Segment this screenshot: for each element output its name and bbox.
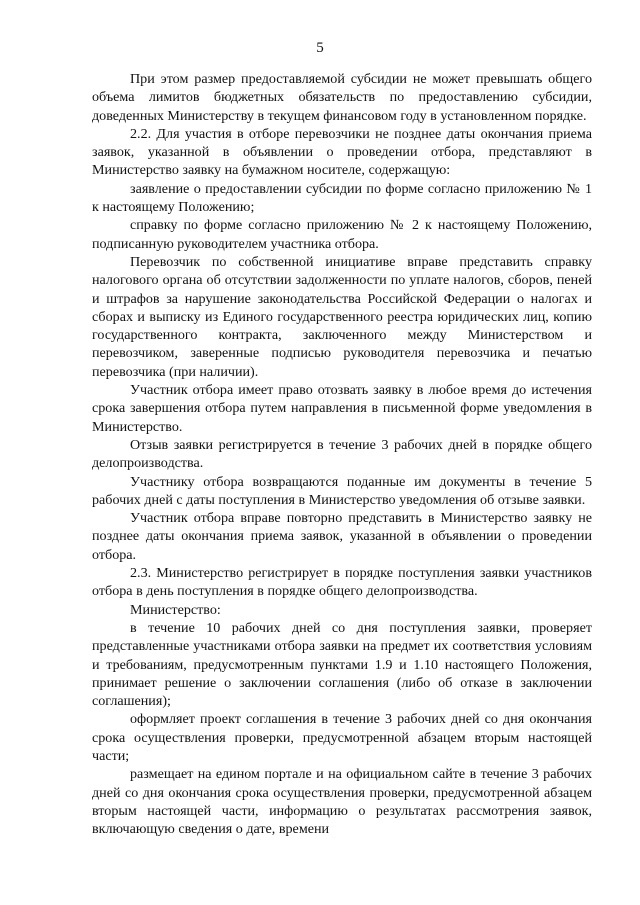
paragraph: Перевозчик по собственной инициативе вправе представить справку налогового органа об отсутствии задолженности по уплате налогов, сборов, пеней и штрафов за нарушение законодательства Российской Федерации о налогах и сборах и выписку из Единого государственного реестра юридических лиц, копию государственного контракта, заключенного между Министерством и перевозчиком, заверенные подписью руководителя перевозчика и печатью перевозчика (при наличии). <box>92 253 592 380</box>
paragraph: размещает на едином портале и на официальном сайте в течение 3 рабочих дней со дня окончания срока осуществления проверки, предусмотренной абзацем вторым настоящей части, информацию о результатах рассмотрения заявок, включающую сведения о дате, времени <box>92 766 592 838</box>
paragraph: Участник отбора вправе повторно представить в Министерство заявку не позднее даты окончания приема заявок, указанной в объявлении о проведении отбора. <box>92 510 592 563</box>
document-body <box>92 70 592 838</box>
page-number: 5 <box>316 40 324 56</box>
paragraph: Министерство: <box>130 601 221 618</box>
paragraph: Отзыв заявки регистрируется в течение 3 рабочих дней в порядке общего делопроизводства. <box>92 436 592 472</box>
paragraph: заявление о предоставлении субсидии по форме согласно приложению № 1 к настоящему Положению; <box>92 180 592 216</box>
paragraph: Участник отбора имеет право отозвать заявку в любое время до истечения срока завершения отбора путем направления в письменной форме уведомления в Министерство. <box>92 382 592 435</box>
paragraph: справку по форме согласно приложению № 2 к настоящему Положению, подписанную руководителем участника отбора. <box>92 217 592 252</box>
paragraph: Участнику отбора возвращаются поданные им документы в течение 5 рабочих дней с даты поступления в Министерство уведомления об отзыве заявки. <box>92 473 592 508</box>
paragraph: 2.2. Для участия в отборе перевозчики не позднее даты окончания приема заявок, указанной в объявлении о проведении отбора, представляют в Министерство заявку на бумажном носителе, содержащую: <box>92 125 592 179</box>
paragraph: оформляет проект соглашения в течение 3 рабочих дней со дня окончания срока осуществления проверки, предусмотренной абзацем вторым настоящей части; <box>92 711 592 764</box>
paragraph: При этом размер предоставляемой субсидии не может превышать общего объема лимитов бюджетных обязательств по предоставлению субсидии, доведенных Министерству в текущем финансовом году в установленном порядке. <box>92 71 592 124</box>
paragraph: в течение 10 рабочих дней со дня поступления заявки, проверяет представленные участниками отбора заявки на предмет их соответствия условиям и требованиям, предусмотренным пунктами 1.9 и 1.10 настоящего Положения, принимает решение о заключении соглашения (либо об отказе в заключении соглашения); <box>92 619 592 710</box>
paragraph: 2.3. Министерство регистрирует в порядке поступления заявки участников отбора в день поступления в порядке общего делопроизводства. <box>92 565 592 600</box>
